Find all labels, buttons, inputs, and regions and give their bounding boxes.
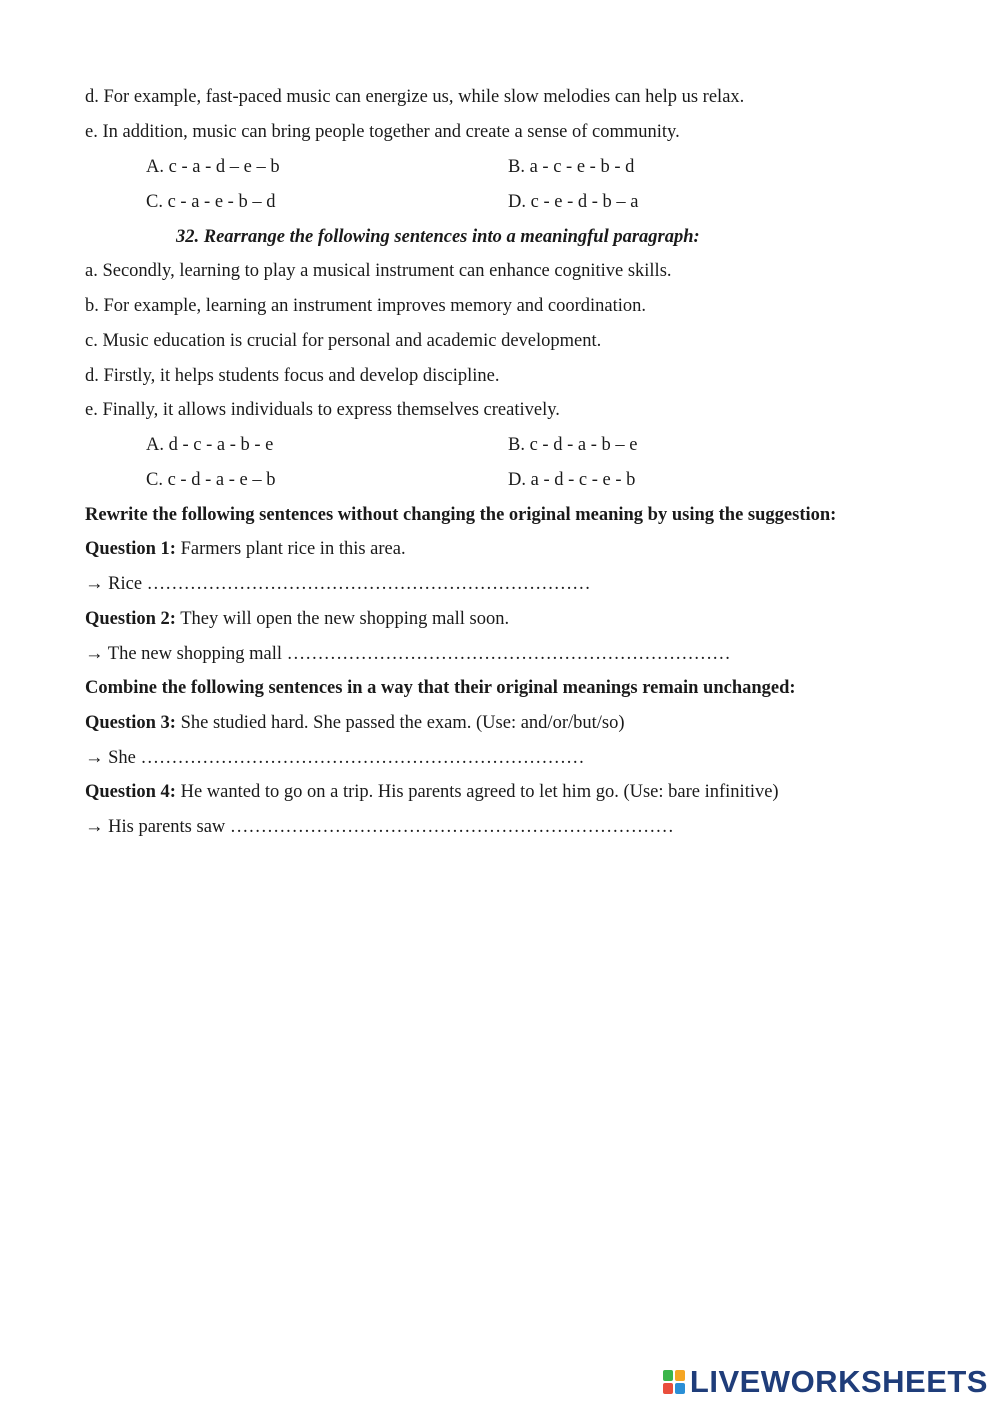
question-32-title: 32. Rearrange the following sentences into a meaningful paragraph: [176, 227, 700, 247]
question-1-text: Farmers plant rice in this area. [175, 539, 406, 559]
question-4-answer-field[interactable]: → His parents saw ……………………………………………………………… [85, 817, 674, 837]
question-1-answer-field[interactable]: → Rice ……………………………………………………………… [85, 574, 591, 594]
q32-sentence-b: b. For example, learning an instrument improves memory and coordination. [85, 296, 647, 316]
liveworksheets-logo-text: LIVEWORKSHEETS [689, 1364, 988, 1399]
logo-square-green [663, 1370, 673, 1381]
prev-option-c[interactable]: C. c - a - e - b – d [146, 192, 276, 212]
logo-square-orange [675, 1370, 685, 1381]
question-4 [85, 781, 779, 803]
question-3-answer-field[interactable]: → She ……………………………………………………………… [85, 748, 585, 768]
logo-square-blue [675, 1383, 685, 1394]
question-1 [85, 538, 406, 560]
question-2-text: They will open the new shopping mall soon. [175, 609, 510, 629]
question-1-label: Question 1: [85, 539, 176, 559]
q32-option-d[interactable]: D. a - d - c - e - b [508, 470, 636, 490]
question-4-text: He wanted to go on a trip. His parents agreed to let him go. (Use: bare infinitive) [175, 782, 779, 802]
q32-option-b[interactable]: B. c - d - a - b – e [508, 435, 638, 455]
q32-sentence-d: d. Firstly, it helps students focus and develop discipline. [85, 366, 500, 386]
prev-option-b[interactable]: B. a - c - e - b - d [508, 157, 635, 177]
prev-option-d[interactable]: D. c - e - d - b – a [508, 192, 639, 212]
question-2 [85, 608, 509, 630]
q32-sentence-a: a. Secondly, learning to play a musical instrument can enhance cognitive skills. [85, 261, 672, 281]
logo-square-red [663, 1383, 673, 1394]
q32-option-c[interactable]: C. c - d - a - e – b [146, 470, 276, 490]
question-3-text: She studied hard. She passed the exam. (Use: and/or/but/so) [175, 713, 625, 733]
question-2-answer-field[interactable]: → The new shopping mall ……………………………………………………………… [85, 644, 731, 664]
prev-option-a[interactable]: A. c - a - d – e – b [146, 157, 280, 177]
question-3-label: Question 3: [85, 713, 176, 733]
combine-instruction: Combine the following sentences in a way that their original meanings remain unchanged: [85, 678, 796, 698]
q32-sentence-c: c. Music education is crucial for personal and academic development. [85, 331, 602, 351]
q32-sentence-e: e. Finally, it allows individuals to express themselves creatively. [85, 400, 560, 420]
rewrite-instruction: Rewrite the following sentences without changing the original meaning by using the suggestion: [85, 505, 837, 525]
liveworksheets-logo [663, 1365, 988, 1399]
question-4-label: Question 4: [85, 782, 176, 802]
sentence-e-prev: e. In addition, music can bring people together and create a sense of community. [85, 122, 680, 142]
liveworksheets-logo-icon [663, 1370, 685, 1394]
question-2-label: Question 2: [85, 609, 176, 629]
sentence-d-prev: d. For example, fast-paced music can energize us, while slow melodies can help us relax. [85, 87, 745, 107]
question-3 [85, 712, 625, 734]
q32-option-a[interactable]: A. d - c - a - b - e [146, 435, 274, 455]
